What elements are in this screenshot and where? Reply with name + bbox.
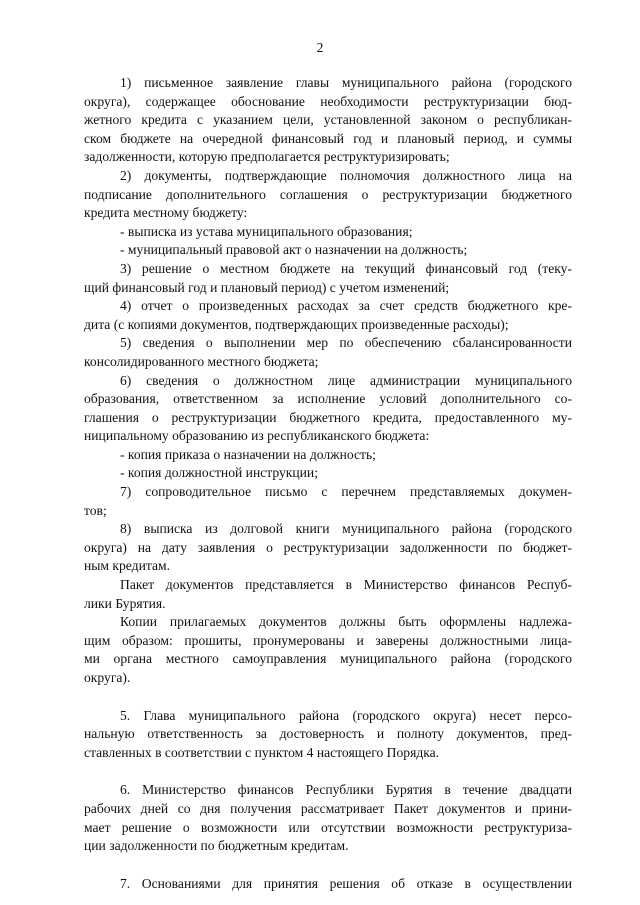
text-line: 5) сведения о выполнении мер по обеспечению сбалансированности bbox=[120, 335, 572, 351]
text-line: округа), содержащее обоснование необходимости реструктуризации бюд- bbox=[84, 93, 572, 109]
text-line: мает решение о возможности или отсутствии возможности реструктуриза- bbox=[84, 819, 572, 835]
text-line: 4) отчет о произведенных расходах за счет средств бюджетного кре- bbox=[120, 298, 572, 314]
text-line: ми органа местного самоуправления муниципального района (городского bbox=[84, 651, 572, 667]
text-line: 2) документы, подтверждающие полномочия должностного лица на bbox=[120, 167, 572, 183]
text-line: 5. Глава муниципального района (городского округа) несет персо- bbox=[120, 707, 572, 723]
text-line: - муниципальный правовой акт о назначении на должность; bbox=[120, 242, 468, 258]
text-line: задолженности, которую предполагается реструктуризировать; bbox=[84, 149, 450, 165]
text-line: 8) выписка из долговой книги муниципального района (городского bbox=[120, 521, 572, 537]
text-line: тов; bbox=[84, 502, 107, 518]
paragraph-spacer bbox=[84, 762, 572, 781]
text-line: 6. Министерство финансов Республики Бурятия в течение двадцати bbox=[120, 782, 572, 798]
text-line: - копия должностной инструкции; bbox=[120, 465, 318, 481]
text-line: щий финансовый год и плановый период) с учетом изменений; bbox=[84, 279, 450, 295]
text-line: подписание дополнительного соглашения о реструктуризации бюджетного bbox=[84, 186, 572, 202]
text-line: рабочих дней со дня получения рассматривает Пакет документов и прини- bbox=[84, 800, 572, 816]
text-line: Пакет документов представляется в Министерство финансов Респуб- bbox=[120, 577, 572, 593]
text-line: консолидированного местного бюджета; bbox=[84, 353, 319, 369]
text-line: глашения о реструктуризации бюджетного кредита, предоставленного му- bbox=[84, 409, 572, 425]
text-line: дита (с копиями документов, подтверждающих произведенные расходы); bbox=[84, 316, 509, 332]
paragraph-spacer bbox=[84, 856, 572, 875]
text-line: ниципальному образованию из республиканского бюджета: bbox=[84, 428, 430, 444]
text-line: щим образом: прошиты, пронумерованы и заверены должностными лица- bbox=[84, 632, 572, 648]
text-line: округа). bbox=[84, 670, 131, 685]
text-line: ным кредитам. bbox=[84, 558, 170, 574]
text-line: - копия приказа о назначении на должность; bbox=[120, 446, 376, 462]
text-line: округа) на дату заявления о реструктуризации задолженности по бюджет- bbox=[84, 539, 572, 555]
text-line: Копии прилагаемых документов должны быть оформлены надлежа- bbox=[120, 614, 572, 630]
text-line: 3) решение о местном бюджете на текущий финансовый год (теку- bbox=[120, 260, 572, 276]
paragraph-spacer bbox=[84, 688, 572, 707]
text-line: 7. Основаниями для принятия решения об отказе в осуществлении bbox=[120, 875, 572, 891]
text-line: - выписка из устава муниципального образования; bbox=[120, 223, 413, 239]
page-number: 2 bbox=[316, 40, 324, 55]
text-line: 1) письменное заявление главы муниципального района (городского bbox=[120, 75, 572, 90]
text-line: 7) сопроводительное письмо с перечнем представляемых докумен- bbox=[120, 484, 572, 500]
text-line: ции задолженности по бюджетным кредитам. bbox=[84, 838, 349, 854]
text-line: лики Бурятия. bbox=[84, 595, 166, 611]
text-line: 6) сведения о должностном лице администрации муниципального bbox=[120, 372, 572, 388]
text-line: образования, ответственном за исполнение условий дополнительного со- bbox=[84, 391, 572, 407]
text-line: жетного кредита с указанием цели, установленной законом о республикан- bbox=[84, 112, 572, 128]
document-body bbox=[84, 74, 572, 893]
text-line: нальную ответственность за достоверность и полноту документов, пред- bbox=[84, 726, 572, 742]
text-line: ставленных в соответствии с пунктом 4 настоящего Порядка. bbox=[84, 744, 440, 760]
text-line: кредита местному бюджету: bbox=[84, 205, 248, 221]
text-line: ском бюджете на очередной финансовый год и плановый период, и суммы bbox=[84, 130, 572, 146]
